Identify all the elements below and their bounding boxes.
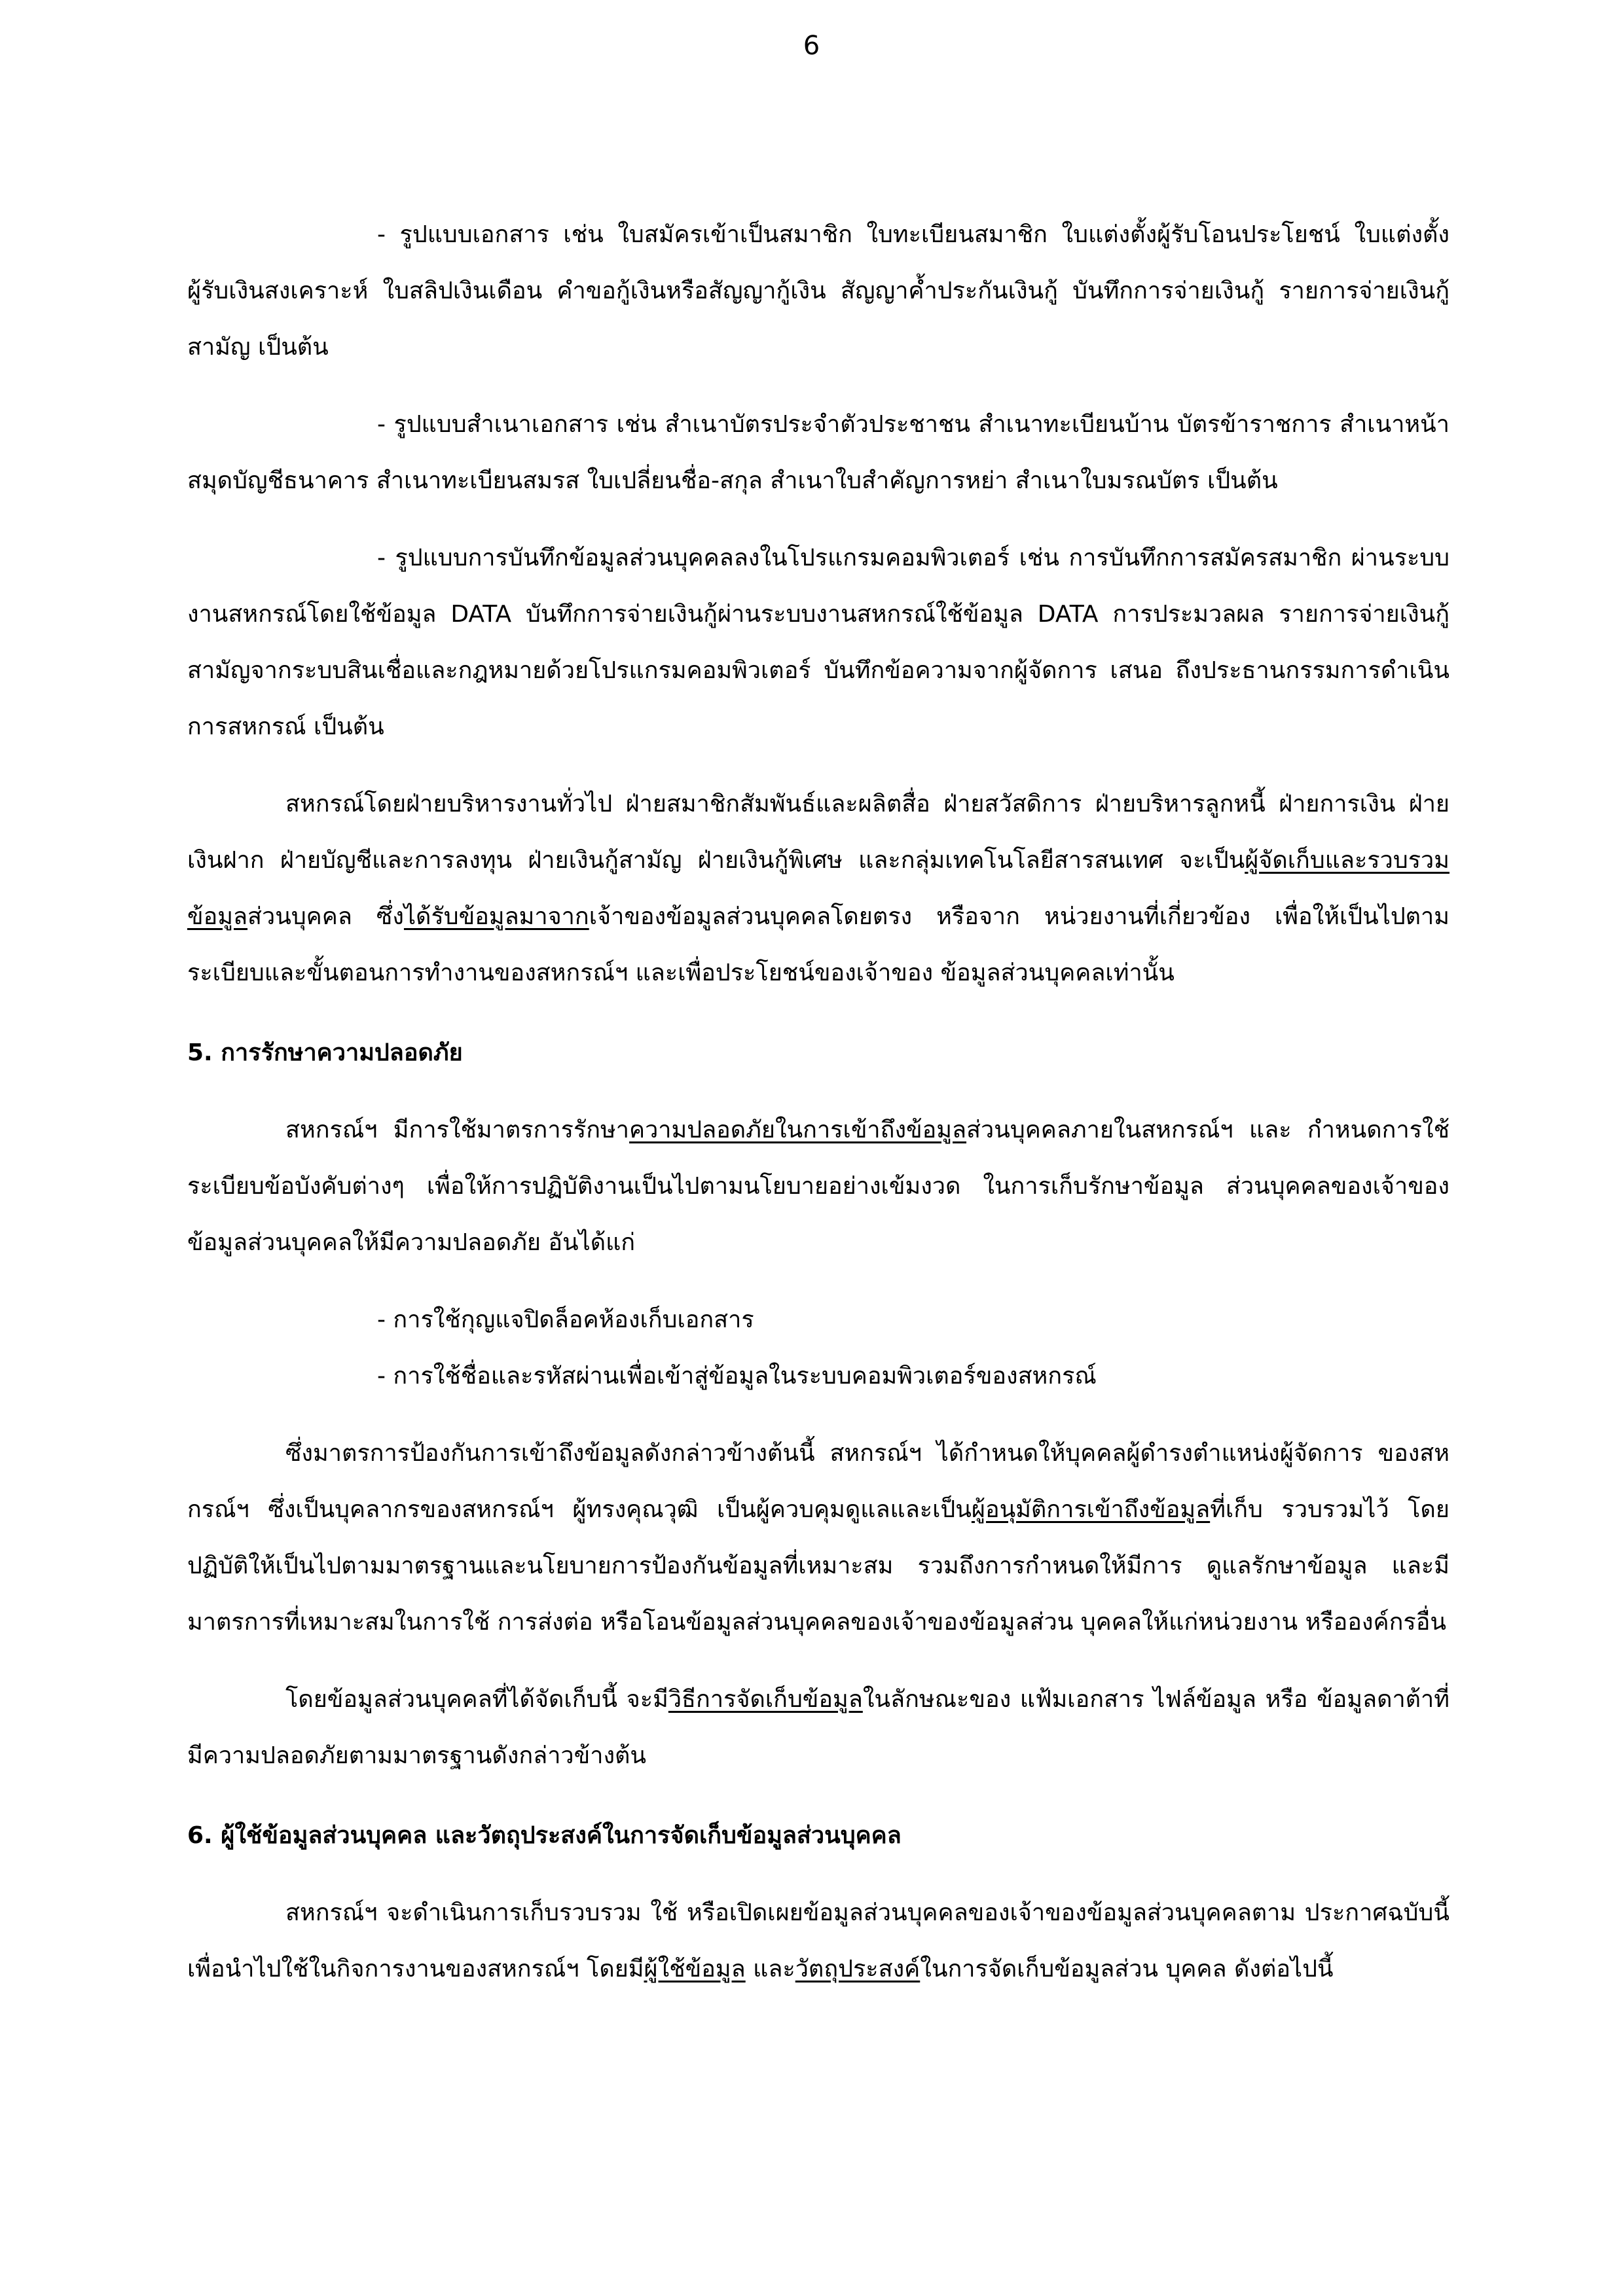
section-5-paragraph-1 (187, 1102, 1450, 1271)
paragraph-collectors (187, 776, 1450, 1001)
paragraph-document-copies: - รูปแบบสำเนาเอกสาร เช่น สำเนาบัตรประจำตัวประชาชน สำเนาทะเบียนบ้าน บัตรข้าราชการ สำเนาหน้าสมุดบัญชีธนาคาร สำเนาทะเบียนสมรส ใบเปลี่ยนชื่อ-สกุล สำเนาใบสำคัญการหย่า สำเนาใบมรณบัตร เป็นต้น (187, 411, 1450, 494)
section-5-heading: 5. การรักษาความปลอดภัย (187, 1039, 463, 1066)
text-run: โดยข้อมูลส่วนบุคคลที่ได้จัดเก็บนี้ จะมี (285, 1686, 668, 1713)
text-run: ในลักษณะของ แฟ้มเอกสาร ไฟล์ข้อมูล หรือ ข้อมูลดาต้าที่มีความปลอดภัยตามมาตรฐานดังกล่าวข้างต้น (187, 1686, 1450, 1769)
underlined-term: ผู้จัดเก็บและรวบรวมข้อมูล (187, 847, 1450, 930)
document-body (187, 207, 1450, 1998)
section-5-paragraph-2 (187, 1426, 1450, 1651)
underlined-term: ความปลอดภัยในการเข้าถึงข้อมูล (629, 1117, 967, 1143)
section-6-paragraph-1 (187, 1885, 1450, 1998)
text-run: ซึ่งมาตรการป้องกันการเข้าถึงข้อมูลดังกล่าวข้างต้นนี้ สหกรณ์ฯ ได้กำหนดให้บุคคลผู้ดำรงตำแหน่งผู้จัดการ ของสหกรณ์ฯ ซึ่งเป็นบุคลากรของสหกรณ์ฯ ผู้ทรงคุณวุฒิ เป็นผู้ควบคุมดูแลและเป็น (187, 1440, 1450, 1523)
text-run: เจ้าของข้อมูลส่วนบุคคลโดยตรง หรือจาก หน่วยงานที่เกี่ยวข้อง เพื่อให้เป็นไปตามระเบียบและขั้นตอนการทำงานของสหกรณ์ฯ และเพื่อประโยชน์ของเจ้าของ ข้อมูลส่วนบุคคลเท่านั้น (187, 903, 1450, 986)
page-number: 6 (803, 31, 820, 61)
underlined-term: วัตถุประสงค์ (795, 1956, 921, 1982)
underlined-term: ผู้ใช้ข้อมูล (644, 1956, 746, 1982)
text-run: สหกรณ์โดยฝ่ายบริหารงานทั่วไป ฝ่ายสมาชิกสัมพันธ์และผลิตสื่อ ฝ่ายสวัสดิการ ฝ่ายบริหารลูกหนี้ ฝ่ายการเงิน ฝ่ายเงินฝาก ฝ่ายบัญชีและการลงทุน ฝ่ายเงินกู้สามัญ ฝ่ายเงินกู้พิเศษ และกลุ่มเทคโนโลยีสารสนเทศ จะเป็น (187, 791, 1450, 874)
text-run: สหกรณ์ฯ จะดำเนินการเก็บรวบรวม ใช้ หรือเปิดเผยข้อมูลส่วนบุคคลของเจ้าของข้อมูลส่วนบุคคลตาม ประกาศฉบับนี้เพื่อนำไปใช้ในกิจการงานของสหกรณ์ฯ โดยมี (187, 1899, 1450, 1982)
text-run: และ (745, 1956, 795, 1982)
section-5-paragraph-3 (187, 1672, 1450, 1784)
text-run: สหกรณ์ฯ มีการใช้มาตรการรักษา (285, 1117, 629, 1143)
bullet-item: - การใช้ชื่อและรหัสผ่านเพื่อเข้าสู่ข้อมูลในระบบคอมพิวเตอร์ของสหกรณ์ (377, 1363, 1097, 1390)
section-6-heading: 6. ผู้ใช้ข้อมูลส่วนบุคคล และวัตถุประสงค์ในการจัดเก็บข้อมูลส่วนบุคคล (187, 1822, 902, 1849)
underlined-term: ได้รับข้อมูลมาจาก (403, 903, 589, 930)
underlined-term: วิธีการจัดเก็บข้อมูล (668, 1686, 863, 1713)
bullet-item: - การใช้กุญแจปิดล็อคห้องเก็บเอกสาร (377, 1306, 754, 1333)
underlined-term: ผู้อนุมัติการเข้าถึงข้อมูล (971, 1496, 1211, 1523)
text-run: ส่วนบุคคลภายในสหกรณ์ฯ และ กำหนดการใช้ระเบียบข้อบังคับต่างๆ เพื่อให้การปฏิบัติงานเป็นไปตามนโยบายอย่างเข้มงวด ในการเก็บรักษาข้อมูล ส่วนบุคคลของเจ้าของข้อมูลส่วนบุคคลให้มีความปลอดภัย อันได้แก่ (187, 1117, 1450, 1256)
paragraph-computer-records: - รูปแบบการบันทึกข้อมูลส่วนบุคคลลงในโปรแกรมคอมพิวเตอร์ เช่น การบันทึกการสมัครสมาชิก ผ่านระบบงานสหกรณ์โดยใช้ข้อมูล DATA บันทึกการจ่ายเงินกู้ผ่านระบบงานสหกรณ์ใช้ข้อมูล DATA การประมวลผล รายการจ่ายเงินกู้สามัญจากระบบสินเชื่อและกฎหมายด้วยโปรแกรมคอมพิวเตอร์ บันทึกข้อความจากผู้จัดการ เสนอ ถึงประธานกรรมการดำเนินการสหกรณ์ เป็นต้น (187, 545, 1450, 740)
text-run: ส่วนบุคคล ซึ่ง (247, 903, 404, 930)
text-run: ที่เก็บ รวบรวมไว้ โดยปฏิบัติให้เป็นไปตามมาตรฐานและนโยบายการป้องกันข้อมูลที่เหมาะสม รวมถึงการกำหนดให้มีการ ดูแลรักษาข้อมูล และมีมาตรการที่เหมาะสมในการใช้ การส่งต่อ หรือโอนข้อมูลส่วนบุคคลของเจ้าของข้อมูลส่วน บุคคลให้แก่หน่วยงาน หรือองค์กรอื่น (187, 1496, 1450, 1636)
paragraph-document-forms: - รูปแบบเอกสาร เช่น ใบสมัครเข้าเป็นสมาชิก ใบทะเบียนสมาชิก ใบแต่งตั้งผู้รับโอนประโยชน์ ใบแต่งตั้งผู้รับเงินสงเคราะห์ ใบสลิปเงินเดือน คำขอกู้เงินหรือสัญญากู้เงิน สัญญาค้ำประกันเงินกู้ บันทึกการจ่ายเงินกู้ รายการจ่ายเงินกู้สามัญ เป็นต้น (187, 221, 1450, 361)
text-run: ในการจัดเก็บข้อมูลส่วน บุคคล ดังต่อไปนี้ (920, 1956, 1334, 1982)
